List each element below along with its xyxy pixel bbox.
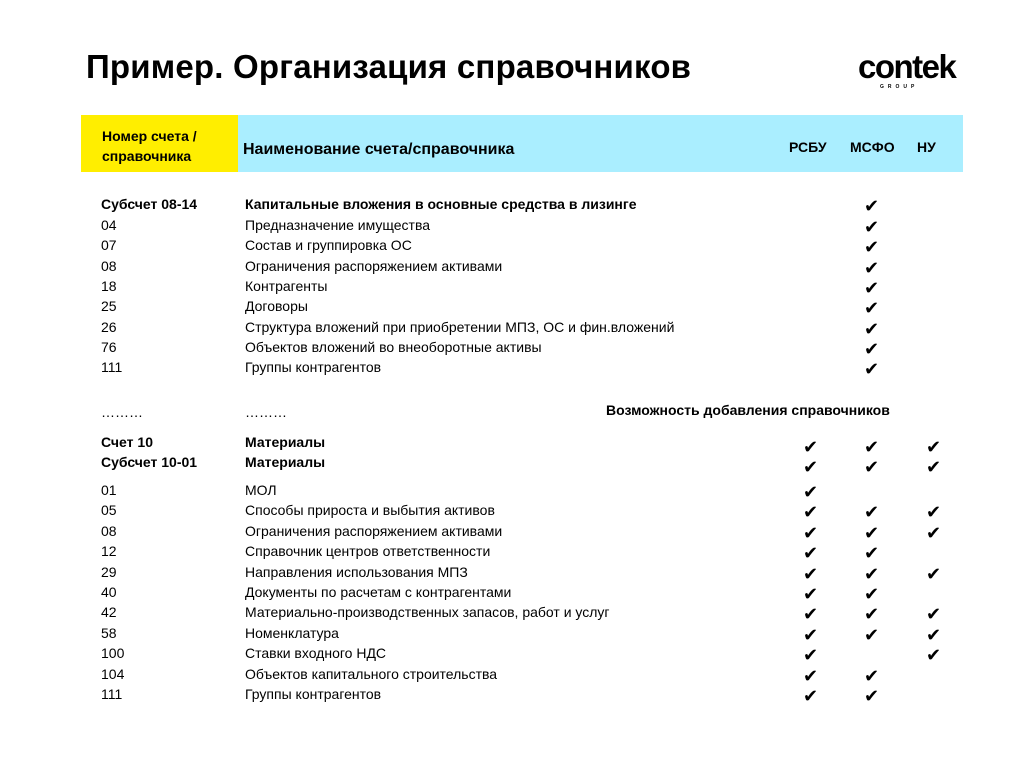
checkmark-icon: ✔ xyxy=(926,604,942,625)
checkmark-icon: ✔ xyxy=(803,457,819,477)
row-code: 29 xyxy=(101,563,117,580)
checkmark-icon: ✔ xyxy=(864,604,880,625)
row-name: Объектов капитального строительства xyxy=(245,665,498,682)
row-code: 01 xyxy=(101,482,117,498)
row-code: 26 xyxy=(101,318,117,335)
checkmark-icon: ✔ xyxy=(926,522,942,543)
row-name: Направления использования МПЗ xyxy=(245,563,468,580)
row-code: 04 xyxy=(101,217,117,233)
checkmark-icon: ✔ xyxy=(803,502,819,523)
row-name: Структура вложений при приобретении МПЗ, ОС и фин.вложений xyxy=(245,318,675,335)
row-name: Объектов вложений во внеоборотные активы xyxy=(245,338,542,355)
checkmark-icon: ✔ xyxy=(864,563,880,584)
checkmark-icon: ✔ xyxy=(864,196,880,216)
table-header xyxy=(81,115,963,172)
checkmark-icon: ✔ xyxy=(864,624,880,645)
page-title: Пример. Организация справочников xyxy=(86,48,692,85)
checkmark-icon: ✔ xyxy=(864,338,880,359)
row-code: 42 xyxy=(101,604,117,621)
checkmark-icon: ✔ xyxy=(864,522,880,543)
checkmark-icon: ✔ xyxy=(864,298,880,319)
checkmark-icon: ✔ xyxy=(926,624,942,645)
checkmark-icon: ✔ xyxy=(926,437,942,457)
row-name: Способы прироста и выбытия активов xyxy=(245,502,495,519)
header-name: Наименование счета/справочника xyxy=(243,141,515,158)
row-name: Группы контрагентов xyxy=(245,359,382,376)
row-code: 05 xyxy=(101,502,117,519)
row-code: 08 xyxy=(101,522,117,539)
header-col-nu: НУ xyxy=(917,139,936,155)
checkmark-icon: ✔ xyxy=(926,457,942,477)
header-col-rsbu: РСБУ xyxy=(789,139,827,155)
row-name: Ограничения распоряжением активами xyxy=(245,522,503,539)
table-row xyxy=(0,643,1024,666)
row-code: 111 xyxy=(101,359,123,376)
checkmark-icon: ✔ xyxy=(803,482,819,502)
checkmark-icon: ✔ xyxy=(803,437,819,457)
row-name: Материально-производственных запасов, работ и услуг xyxy=(245,604,610,621)
row-code: 25 xyxy=(101,298,117,315)
checkmark-icon: ✔ xyxy=(926,563,942,584)
checkmark-icon: ✔ xyxy=(803,604,819,625)
checkmark-icon: ✔ xyxy=(864,502,880,523)
checkmark-icon: ✔ xyxy=(926,502,942,523)
logo-word: contek xyxy=(858,48,956,85)
checkmark-icon: ✔ xyxy=(864,237,880,258)
checkmark-icon: ✔ xyxy=(926,645,942,666)
row-name: Группы контрагентов xyxy=(245,686,382,702)
checkmark-icon: ✔ xyxy=(803,624,819,645)
logo-sub: GROUP xyxy=(880,84,919,90)
checkmark-icon: ✔ xyxy=(803,686,819,706)
header-code-line2: справочника xyxy=(102,148,192,164)
table-row xyxy=(0,480,1024,500)
row-name: Договоры xyxy=(245,298,308,315)
checkmark-icon: ✔ xyxy=(864,277,880,298)
row-code: 104 xyxy=(101,665,125,682)
checkmark-icon: ✔ xyxy=(803,665,819,686)
row-code: 07 xyxy=(101,237,117,254)
checkmark-icon: ✔ xyxy=(864,318,880,339)
row-name: МОЛ xyxy=(245,482,277,498)
row-name: Ограничения распоряжением активами xyxy=(245,257,503,274)
checkmark-icon: ✔ xyxy=(803,584,819,604)
checkmark-icon: ✔ xyxy=(864,543,880,564)
row-code: 58 xyxy=(101,624,117,641)
row-name: Справочник центров ответственности xyxy=(245,543,491,560)
add-note: Возможность добавления справочников xyxy=(606,402,890,418)
checkmark-icon: ✔ xyxy=(864,686,880,706)
row-code: 100 xyxy=(101,645,125,662)
checkmark-icon: ✔ xyxy=(864,584,880,604)
checkmark-icon: ✔ xyxy=(864,257,880,278)
separator-code: ……… xyxy=(101,404,143,420)
row-code: 18 xyxy=(101,277,117,294)
row-code: 12 xyxy=(101,543,117,560)
row-name: Номенклатура xyxy=(245,624,339,641)
checkmark-icon: ✔ xyxy=(864,437,880,457)
row-code: Субсчет 10-01 xyxy=(101,454,198,470)
checkmark-icon: ✔ xyxy=(864,217,880,237)
contek-logo xyxy=(858,50,968,94)
row-code: 40 xyxy=(101,584,117,600)
row-code: 08 xyxy=(101,257,117,274)
checkmark-icon: ✔ xyxy=(864,665,880,686)
separator-name: ……… xyxy=(245,404,287,420)
checkmark-icon: ✔ xyxy=(803,522,819,543)
row-name: Предназначение имущества xyxy=(245,217,431,233)
row-code: 76 xyxy=(101,338,117,355)
checkmark-icon: ✔ xyxy=(803,543,819,564)
row-code: 111 xyxy=(101,686,123,702)
checkmark-icon: ✔ xyxy=(803,563,819,584)
row-name: Документы по расчетам с контрагентами xyxy=(245,584,512,600)
header-code-cell xyxy=(81,115,238,172)
header-col-msfo: МСФО xyxy=(850,139,895,155)
checkmark-icon: ✔ xyxy=(803,645,819,666)
row-code: Счет 10 xyxy=(101,434,153,450)
row-code: Субсчет 08-14 xyxy=(101,196,198,212)
row-name: Контрагенты xyxy=(245,277,328,294)
row-name: Ставки входного НДС xyxy=(245,645,387,662)
row-name: Капитальные вложения в основные средства в лизинге xyxy=(245,196,637,212)
header-code-line1: Номер счета / xyxy=(102,128,197,144)
row-name: Состав и группировка ОС xyxy=(245,237,412,254)
checkmark-icon: ✔ xyxy=(864,457,880,477)
checkmark-icon: ✔ xyxy=(864,359,880,380)
row-name: Материалы xyxy=(245,434,326,450)
row-name: Материалы xyxy=(245,454,326,470)
